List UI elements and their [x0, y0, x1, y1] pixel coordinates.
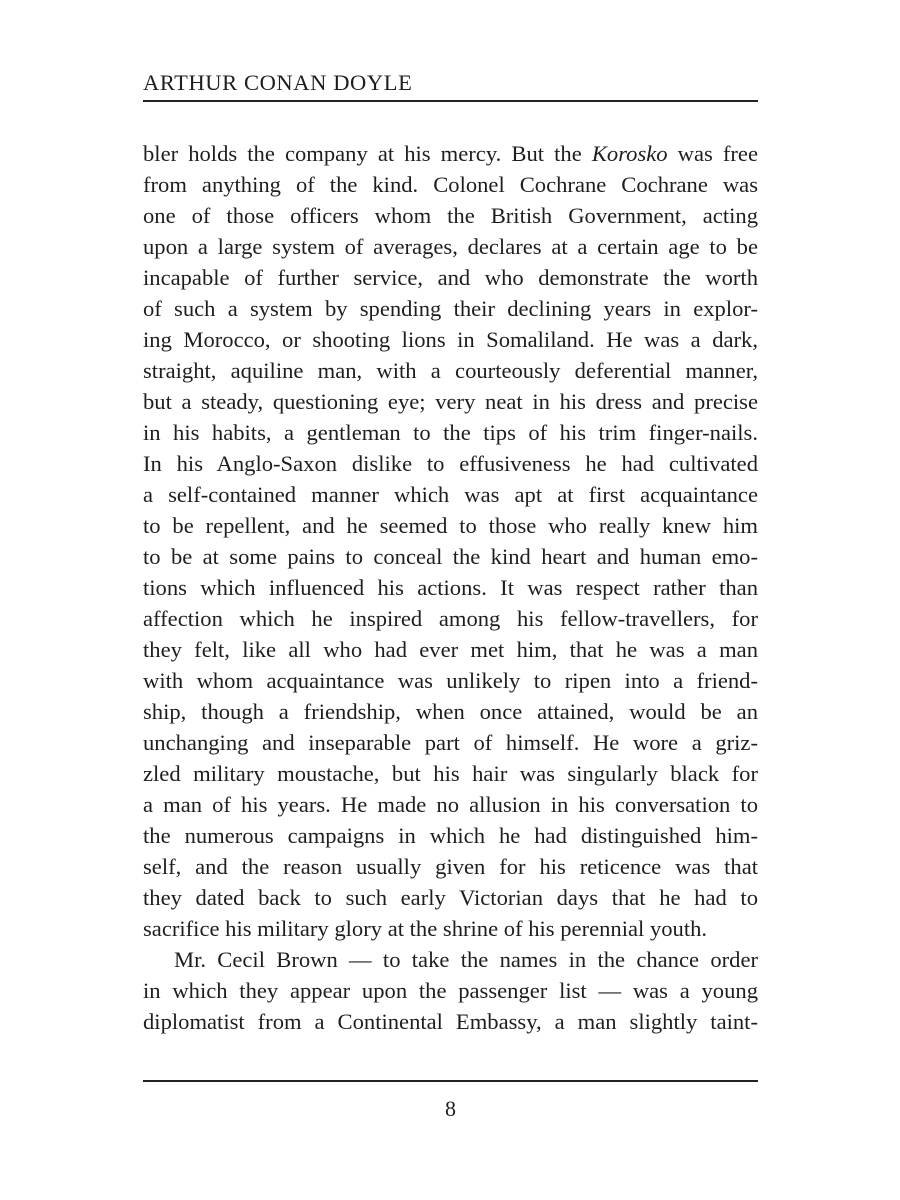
- text-line: ing Morocco, or shooting lions in Somaliland. He was a dark,: [143, 327, 758, 352]
- body-text: [143, 138, 758, 1037]
- text-line: [143, 138, 758, 169]
- text-line: zled military moustache, but his hair was singularly black for: [143, 761, 758, 786]
- text-line: from anything of the kind. Colonel Cochrane Cochrane was: [143, 172, 758, 197]
- page-number: 8: [445, 1096, 456, 1121]
- text-line: to be repellent, and he seemed to those who really knew him: [143, 513, 758, 538]
- text-line: of such a system by spending their declining years in explor-: [143, 296, 758, 321]
- text-line: tions which influenced his actions. It was respect rather than: [143, 575, 758, 600]
- text-line: to be at some pains to conceal the kind heart and human emo-: [143, 544, 758, 569]
- text-line: they dated back to such early Victorian days that he had to: [143, 885, 758, 910]
- header-rule: [143, 100, 758, 102]
- text-line: straight, aquiline man, with a courteously deferential manner,: [143, 358, 758, 383]
- text-line: diplomatist from a Continental Embassy, a man slightly taint-: [143, 1009, 758, 1034]
- text-segment: was free: [667, 141, 758, 166]
- text-line: with whom acquaintance was unlikely to ripen into a friend-: [143, 668, 758, 693]
- running-head-author: ARTHUR CONAN DOYLE: [143, 70, 413, 95]
- text-line: self, and the reason usually given for his reticence was that: [143, 854, 758, 879]
- ship-name-italic: Korosko: [591, 141, 668, 166]
- text-line: in which they appear upon the passenger list — was a young: [143, 978, 758, 1003]
- text-line: in his habits, a gentleman to the tips of his trim finger-nails.: [143, 420, 758, 445]
- text-line: upon a large system of averages, declares at a certain age to be: [143, 234, 758, 259]
- text-line: incapable of further service, and who demonstrate the worth: [143, 265, 758, 290]
- text-line: affection which he inspired among his fellow-travellers, for: [143, 606, 758, 631]
- text-line: a man of his years. He made no allusion in his conversation to: [143, 792, 758, 817]
- footer-rule: [143, 1080, 758, 1082]
- text-line: the numerous campaigns in which he had distinguished him-: [143, 823, 758, 848]
- text-line: ship, though a friendship, when once attained, would be an: [143, 699, 758, 724]
- paragraph-last-line: sacrifice his military glory at the shrine of his perennial youth.: [143, 916, 708, 941]
- text-line: but a steady, questioning eye; very neat in his dress and precise: [143, 389, 758, 414]
- text-line: one of those officers whom the British Government, acting: [143, 203, 758, 228]
- paragraph-first-line: Mr. Cecil Brown — to take the names in the chance order: [174, 947, 758, 972]
- text-line: they felt, like all who had ever met him, that he was a man: [143, 637, 758, 662]
- text-segment: bler holds the company at his mercy. But the: [143, 141, 592, 166]
- text-line: unchanging and inseparable part of himself. He wore a griz-: [143, 730, 758, 755]
- text-line: a self-contained manner which was apt at first acquaintance: [143, 482, 758, 507]
- text-line: In his Anglo-Saxon dislike to effusiveness he had cultivated: [143, 451, 758, 476]
